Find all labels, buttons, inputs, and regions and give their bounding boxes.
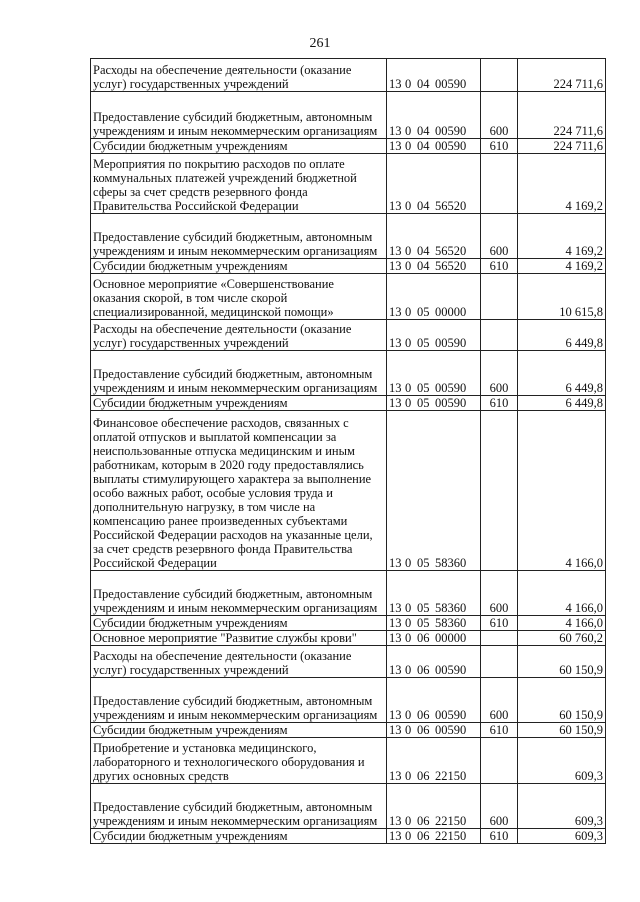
- code-part: 00590: [435, 396, 467, 410]
- code-part: 00590: [435, 381, 467, 395]
- table-row: [91, 259, 606, 274]
- code-part: 13: [389, 259, 402, 273]
- row-expense-type: 610: [481, 616, 518, 631]
- row-sum: 4 169,2: [518, 154, 606, 214]
- row-code: [387, 616, 481, 631]
- row-name: Субсидии бюджетным учреждениям: [91, 259, 387, 274]
- code-part: 13: [389, 381, 402, 395]
- row-code: [387, 631, 481, 646]
- code-part: 0: [405, 708, 412, 722]
- code-part: 0: [405, 556, 412, 570]
- row-name: Предоставление субсидий бюджетным, автономным учреждениям и иным некоммерческим организациям: [91, 678, 387, 723]
- row-name: Субсидии бюджетным учреждениям: [91, 139, 387, 154]
- code-part: 00590: [435, 723, 467, 737]
- row-sum: 4 169,2: [518, 214, 606, 259]
- code-part: 05: [417, 556, 430, 570]
- code-part: 05: [417, 616, 430, 630]
- code-part: 00590: [435, 708, 467, 722]
- code-part: 13: [389, 396, 402, 410]
- code-part: 04: [417, 244, 430, 258]
- table-row: [91, 646, 606, 678]
- code-part: 13: [389, 814, 402, 828]
- code-part: 04: [417, 259, 430, 273]
- row-sum: 6 449,8: [518, 396, 606, 411]
- row-name: Предоставление субсидий бюджетным, автономным учреждениям и иным некоммерческим организациям: [91, 571, 387, 616]
- code-part: 0: [405, 199, 412, 213]
- row-code: [387, 154, 481, 214]
- code-part: 58360: [435, 556, 467, 570]
- code-part: 0: [405, 244, 412, 258]
- row-code: [387, 784, 481, 829]
- code-part: 0: [405, 814, 412, 828]
- row-expense-type: [481, 154, 518, 214]
- code-part: 05: [417, 396, 430, 410]
- code-part: 0: [405, 829, 412, 843]
- row-code: [387, 678, 481, 723]
- row-code: [387, 351, 481, 396]
- row-code: [387, 571, 481, 616]
- table-row: [91, 139, 606, 154]
- page-number: 261: [309, 36, 331, 51]
- row-code: [387, 214, 481, 259]
- code-part: 13: [389, 769, 402, 783]
- row-name: Основное мероприятие «Совершенствование оказания скорой, в том числе скорой специализированной, медицинской помощи»: [91, 274, 387, 320]
- row-code: [387, 139, 481, 154]
- row-name: Субсидии бюджетным учреждениям: [91, 723, 387, 738]
- code-part: 13: [389, 601, 402, 615]
- table-row: [91, 738, 606, 784]
- code-part: 00000: [435, 305, 467, 319]
- table-row: [91, 723, 606, 738]
- row-name: Предоставление субсидий бюджетным, автономным учреждениям и иным некоммерческим организациям: [91, 214, 387, 259]
- code-part: 05: [417, 336, 430, 350]
- row-sum: 4 166,0: [518, 411, 606, 571]
- row-sum: 224 711,6: [518, 92, 606, 139]
- row-code: [387, 274, 481, 320]
- row-code: [387, 646, 481, 678]
- row-expense-type: 610: [481, 139, 518, 154]
- row-expense-type: [481, 59, 518, 92]
- code-part: 06: [417, 708, 430, 722]
- row-sum: 609,3: [518, 738, 606, 784]
- row-expense-type: 600: [481, 214, 518, 259]
- code-part: 06: [417, 829, 430, 843]
- row-expense-type: 610: [481, 259, 518, 274]
- row-code: [387, 259, 481, 274]
- code-part: 13: [389, 556, 402, 570]
- table-row: [91, 829, 606, 844]
- row-code: [387, 829, 481, 844]
- table-row: [91, 411, 606, 571]
- code-part: 56520: [435, 199, 467, 213]
- row-name: Предоставление субсидий бюджетным, автономным учреждениям и иным некоммерческим организациям: [91, 784, 387, 829]
- code-part: 13: [389, 199, 402, 213]
- code-part: 05: [417, 601, 430, 615]
- row-name: Предоставление субсидий бюджетным, автономным учреждениям и иным некоммерческим организациям: [91, 92, 387, 139]
- code-part: 13: [389, 124, 402, 138]
- code-part: 58360: [435, 601, 467, 615]
- code-part: 04: [417, 124, 430, 138]
- code-part: 13: [389, 616, 402, 630]
- code-part: 05: [417, 381, 430, 395]
- code-part: 0: [405, 259, 412, 273]
- code-part: 13: [389, 663, 402, 677]
- code-part: 0: [405, 723, 412, 737]
- row-name: Расходы на обеспечение деятельности (оказание услуг) государственных учреждений: [91, 646, 387, 678]
- row-expense-type: [481, 320, 518, 351]
- row-expense-type: 600: [481, 784, 518, 829]
- row-sum: 609,3: [518, 784, 606, 829]
- row-name: Приобретение и установка медицинского, лабораторного и технологического оборудования и других основных средств: [91, 738, 387, 784]
- code-part: 13: [389, 305, 402, 319]
- budget-table: [90, 58, 606, 844]
- code-part: 00590: [435, 139, 467, 153]
- code-part: 06: [417, 814, 430, 828]
- row-expense-type: [481, 738, 518, 784]
- budget-table-body: [91, 59, 606, 844]
- row-sum: 224 711,6: [518, 139, 606, 154]
- code-part: 00590: [435, 124, 467, 138]
- row-name: Расходы на обеспечение деятельности (оказание услуг) государственных учреждений: [91, 320, 387, 351]
- row-name: Финансовое обеспечение расходов, связанных с оплатой отпусков и выплатой компенсации за неиспользованные отпуска медицинским и иным работникам, которым в 2020 году предоставлялись выплаты стимулирующего характера за выполнение особо важных работ, особые условия труда и дополнительную нагрузку, в том числе на компенсацию ранее произведенных субъектами Российской Федерации расходов на указанные цели, за счет средств резервного фонда Правительства Российской Федерации: [91, 411, 387, 571]
- code-part: 58360: [435, 616, 467, 630]
- code-part: 0: [405, 139, 412, 153]
- row-sum: 60 150,9: [518, 678, 606, 723]
- row-name: Субсидии бюджетным учреждениям: [91, 829, 387, 844]
- row-expense-type: 600: [481, 351, 518, 396]
- code-part: 0: [405, 601, 412, 615]
- table-row: [91, 59, 606, 92]
- table-row: [91, 351, 606, 396]
- code-part: 06: [417, 769, 430, 783]
- row-name: Предоставление субсидий бюджетным, автономным учреждениям и иным некоммерческим организациям: [91, 351, 387, 396]
- code-part: 13: [389, 244, 402, 258]
- row-sum: 6 449,8: [518, 320, 606, 351]
- row-code: [387, 738, 481, 784]
- row-sum: 4 166,0: [518, 571, 606, 616]
- code-part: 00590: [435, 77, 467, 91]
- row-sum: 4 166,0: [518, 616, 606, 631]
- table-row: [91, 571, 606, 616]
- row-expense-type: [481, 631, 518, 646]
- table-row: [91, 92, 606, 139]
- row-expense-type: [481, 411, 518, 571]
- row-expense-type: [481, 646, 518, 678]
- code-part: 00000: [435, 631, 467, 645]
- code-part: 00590: [435, 336, 467, 350]
- row-code: [387, 723, 481, 738]
- code-part: 04: [417, 199, 430, 213]
- code-part: 06: [417, 723, 430, 737]
- table-row: [91, 678, 606, 723]
- row-sum: 60 760,2: [518, 631, 606, 646]
- code-part: 0: [405, 305, 412, 319]
- code-part: 13: [389, 708, 402, 722]
- table-row: [91, 320, 606, 351]
- table-row: [91, 274, 606, 320]
- row-name: Субсидии бюджетным учреждениям: [91, 616, 387, 631]
- code-part: 56520: [435, 244, 467, 258]
- row-code: [387, 59, 481, 92]
- code-part: 22150: [435, 814, 467, 828]
- code-part: 0: [405, 396, 412, 410]
- row-code: [387, 320, 481, 351]
- code-part: 22150: [435, 829, 467, 843]
- row-code: [387, 396, 481, 411]
- row-expense-type: 600: [481, 571, 518, 616]
- code-part: 0: [405, 769, 412, 783]
- row-name: Расходы на обеспечение деятельности (оказание услуг) государственных учреждений: [91, 59, 387, 92]
- row-name: Основное мероприятие "Развитие службы крови": [91, 631, 387, 646]
- table-row: [91, 154, 606, 214]
- table-row: [91, 784, 606, 829]
- code-part: 0: [405, 631, 412, 645]
- code-part: 13: [389, 139, 402, 153]
- code-part: 0: [405, 77, 412, 91]
- code-part: 06: [417, 663, 430, 677]
- table-row: [91, 616, 606, 631]
- row-sum: 4 169,2: [518, 259, 606, 274]
- table-row: [91, 631, 606, 646]
- code-part: 13: [389, 723, 402, 737]
- code-part: 13: [389, 631, 402, 645]
- code-part: 0: [405, 336, 412, 350]
- row-name: Субсидии бюджетным учреждениям: [91, 396, 387, 411]
- code-part: 0: [405, 381, 412, 395]
- row-expense-type: 610: [481, 829, 518, 844]
- row-sum: 224 711,6: [518, 59, 606, 92]
- code-part: 0: [405, 124, 412, 138]
- row-expense-type: 600: [481, 678, 518, 723]
- row-expense-type: [481, 274, 518, 320]
- row-sum: 6 449,8: [518, 351, 606, 396]
- row-sum: 10 615,8: [518, 274, 606, 320]
- row-code: [387, 411, 481, 571]
- table-row: [91, 396, 606, 411]
- row-sum: 609,3: [518, 829, 606, 844]
- code-part: 13: [389, 829, 402, 843]
- code-part: 00590: [435, 663, 467, 677]
- code-part: 04: [417, 139, 430, 153]
- row-expense-type: 610: [481, 723, 518, 738]
- row-sum: 60 150,9: [518, 723, 606, 738]
- code-part: 0: [405, 616, 412, 630]
- table-row: [91, 214, 606, 259]
- code-part: 22150: [435, 769, 467, 783]
- row-code: [387, 92, 481, 139]
- code-part: 06: [417, 631, 430, 645]
- row-expense-type: 600: [481, 92, 518, 139]
- row-name: Мероприятия по покрытию расходов по оплате коммунальных платежей учреждений бюджетной сферы за счет средств резервного фонда Правительства Российской Федерации: [91, 154, 387, 214]
- code-part: 13: [389, 77, 402, 91]
- row-sum: 60 150,9: [518, 646, 606, 678]
- code-part: 05: [417, 305, 430, 319]
- row-expense-type: 610: [481, 396, 518, 411]
- code-part: 13: [389, 336, 402, 350]
- code-part: 0: [405, 663, 412, 677]
- code-part: 04: [417, 77, 430, 91]
- code-part: 56520: [435, 259, 467, 273]
